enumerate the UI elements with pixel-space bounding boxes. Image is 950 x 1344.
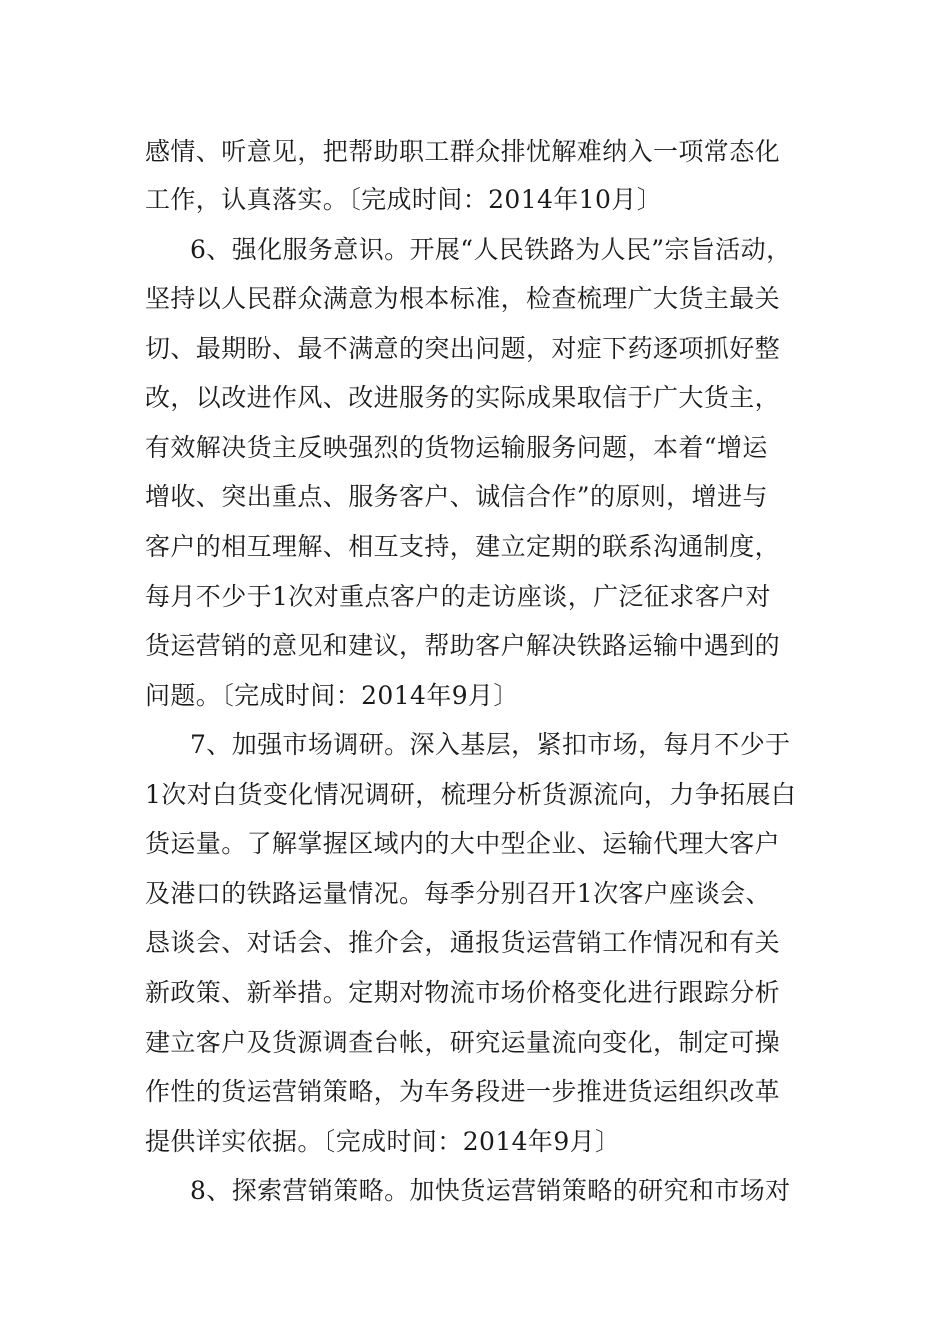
text-line: 每月不少于1次对重点客户的走访座谈，广泛征求客户对 (145, 582, 771, 611)
text-line: 改，以改进作风、改进服务的实际成果取信于广大货主， (145, 383, 781, 412)
text-line: 有效解决货主反映强烈的货物运输服务问题，本着“增运 (145, 433, 768, 462)
text-line: 新政策、新举措。定期对物流市场价格变化进行跟踪分析 (145, 978, 781, 1007)
text-line: 作性的货运营销策略，为车务段进一步推进货运组织改革 (145, 1077, 781, 1106)
paragraph-7-start: 7、加强市场调研。深入基层，紧扣市场，每月不少于 (190, 730, 791, 759)
text-line: 货运营销的意见和建议，帮助客户解决铁路运输中遇到的 (145, 631, 781, 660)
text-line: 及港口的铁路运量情况。每季分别召开1次客户座谈会、 (145, 879, 771, 908)
text-line: 坚持以人民群众满意为根本标准，检查梳理广大货主最关 (145, 284, 781, 313)
text-line: 提供详实依据。〔完成时间：2014年9月〕 (145, 1127, 621, 1156)
paragraph-8-start: 8、探索营销策略。加快货运营销策略的研究和市场对 (190, 1176, 791, 1205)
text-line: 建立客户及货源调查台帐，研究运量流向变化，制定可操 (145, 1028, 781, 1057)
text-line: 货运量。了解掌握区域内的大中型企业、运输代理大客户 (145, 829, 781, 858)
text-line: 问题。〔完成时间：2014年9月〕 (145, 681, 519, 710)
text-line: 切、最期盼、最不满意的突出问题，对症下药逐项抓好整 (145, 334, 781, 363)
text-line: 1次对白货变化情况调研，梳理分析货源流向，力争拓展白 (145, 780, 797, 809)
paragraph-6-start: 6、强化服务意识。开展“人民铁路为人民”宗旨活动， (190, 235, 792, 264)
text-line: 客户的相互理解、相互支持，建立定期的联系沟通制度， (145, 532, 781, 561)
text-line: 增收、突出重点、服务客户、诚信合作”的原则，增进与 (145, 482, 768, 511)
text-line: 工作，认真落实。〔完成时间：2014年10月〕 (145, 185, 663, 214)
text-line: 恳谈会、对话会、推介会，通报货运营销工作情况和有关 (145, 928, 781, 957)
text-line: 感情、听意见，把帮助职工群众排忧解难纳入一项常态化 (145, 137, 781, 166)
